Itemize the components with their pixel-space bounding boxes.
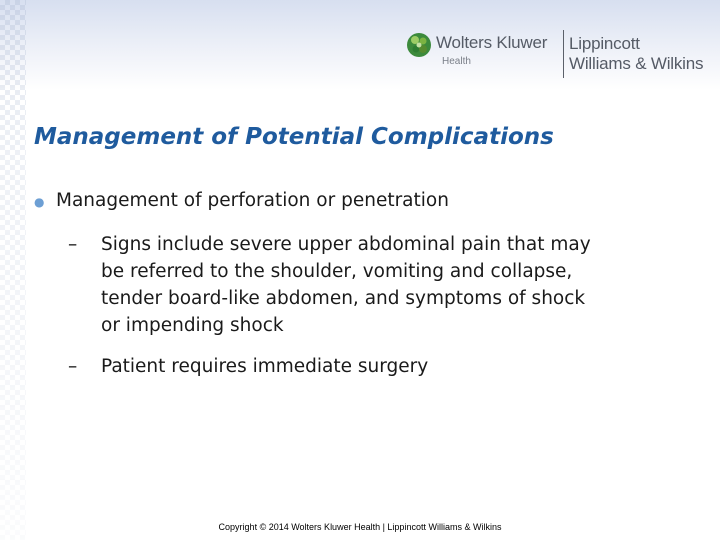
sub-bullet-line: Patient requires immediate surgery [101, 356, 429, 377]
imprint-line-2: Williams & Wilkins [569, 54, 704, 73]
sub-bullet-text [101, 353, 706, 380]
dash-marker: – [68, 356, 78, 377]
decorative-pattern [0, 0, 26, 540]
wolters-kluwer-globe-icon [406, 32, 432, 58]
company-name: Wolters Kluwer [436, 33, 548, 52]
company-division: Health [442, 56, 471, 67]
dash-marker: – [68, 234, 78, 255]
imprint-line-1: Lippincott [569, 34, 640, 53]
sub-bullet-line: tender board-like abdomen, and symptoms of shock [101, 288, 586, 309]
slide-title: Management of Potential Complications [34, 124, 554, 150]
sub-bullet-line: Signs include severe upper abdominal pain that may [101, 234, 591, 255]
bullet-text: Management of perforation or penetration [56, 190, 449, 211]
logo-divider [563, 30, 564, 78]
sub-bullet-line: or impending shock [101, 315, 284, 336]
copyright-footer: Copyright © 2014 Wolters Kluwer Health | Lippincott Williams & Wilkins [218, 522, 502, 532]
round-bullet-icon: ● [34, 195, 45, 209]
sub-bullet-text [101, 231, 706, 339]
sub-bullet-line: be referred to the shoulder, vomiting and collapse, [101, 261, 573, 282]
publisher-logo [406, 30, 716, 80]
